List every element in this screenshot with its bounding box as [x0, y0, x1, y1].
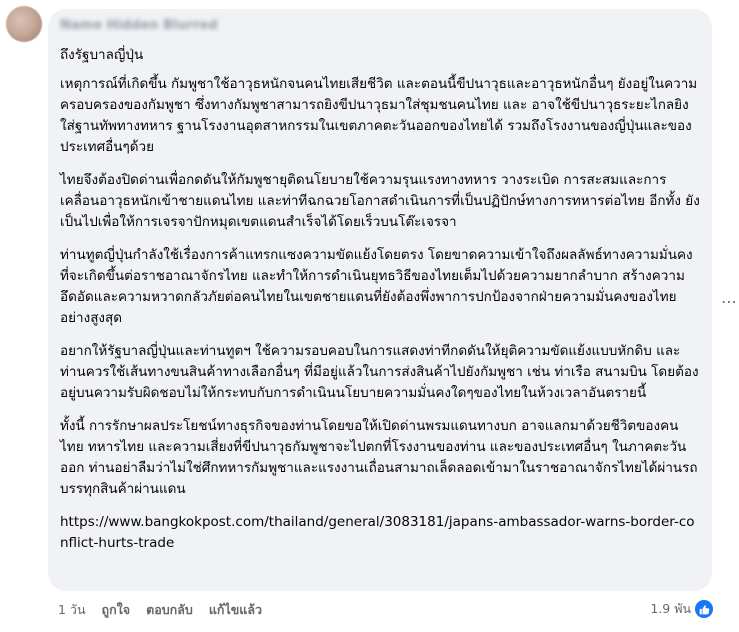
comment-paragraph: ทั้งนี้ การรักษาผลประโยชน์ทางธุรกิจของท่านโดยขอให้เปิดด่านพรมแดนทางบก อาจแลกมาด้วยชีวิตของคนไทย ทหารไทย และความเสี่ยงที่ขีปนาวุธกัมพูชาจะไปตกที่โรงงานของท่าน และของประเทศอื่นๆ ในภาคตะวันออก ท่านอย่าลืมว่าไม่ใช่ศึกทหารกัมพูชาและแรงงานเถื่อนสามาถเล็ดลอดเข้ามาในราชอาณาจักรไทยได้ผ่านรถบรรทุกสินค้าผ่านแดน	[60, 418, 698, 497]
like-button[interactable]: ถูกใจ	[101, 602, 131, 617]
comment-paragraph: ไทยจึงต้องปิดด่านเพื่อกดดันให้กัมพูชายุติดนโยบายใช้ความรุนแรงทางทหาร วางระเบิด การสะสมและการเคลื่อนอาวุธหนักเข้าชายแดนไทย และท่าทีฉกฉวยโอกาสดำเนินการที่เป็นปฏิปักษ์ทางการทหารต่อไทย อีกทั้ง ยังเป็นไปเพื่อให้การเจรจาปักหมุดเขตแดนสำเร็จได้โดยเร็วบนโต๊ะเจรจา	[60, 172, 700, 230]
comment-paragraph: เหตุการณ์ที่เกิดขึ้น กัมพูชาใช้อาวุธหนักจนคนไทยเสียชีวิต และตอนนี้ขีปนาวุธและอาวุธหนักอื่นๆ ยังอยู่ในความครอบครองของกัมพูชา ซึ่งทางกัมพูชาสามารถยิงขีปนาวุธมาใส่ชุมชนคนไทย และ อาจใช้ขีปนาวุธระยะไกลยิงใส่ฐานทัพทางทหาร ฐานโรงงานอุตสาหกรรมในเขตภาคตะวันออกของไทยได้ รวมถึงโรงงานของญี่ปุ่นและของประเทศอื่นๆด้วย	[60, 76, 698, 155]
edited-label: แก้ไขแล้ว	[208, 602, 263, 617]
reply-button[interactable]: ตอบกลับ	[146, 602, 193, 617]
comment-bubble	[48, 9, 712, 591]
avatar[interactable]	[6, 6, 42, 42]
comment-timestamp[interactable]: 1 วัน	[58, 602, 86, 617]
comment-actions	[48, 600, 278, 620]
comment-paragraph: ท่านทูตญี่ปุ่นกำลังใช้เรื่องการค้าแทรกแซงความขัดแย้งโดยตรง โดยขาดความเข้าใจถึงผลลัพธ์ทางความมั่นคงที่จะเกิดขึ้นต่อราชอาณาจักรไทย และทำให้การดำเนินยุทธวิธีของไทยเต็มไปด้วยความยากลำบาก สร้างความอึดอัดและความหวาดกลัวภัยต่อคนไทยในเขตชายแดนที่ยังต้องพึ่งพาการปกป้องจากฝ่ายความมั่นคงของไทยอย่างสูงสุด	[60, 247, 693, 326]
comment-body	[60, 45, 700, 554]
reaction-summary[interactable]	[650, 598, 713, 620]
more-options-icon[interactable]: ⋯	[721, 292, 737, 311]
article-link[interactable]: https://www.bangkokpost.com/thailand/general/3083181/japans-ambassador-warns-border-conflict-hurts-trade	[60, 514, 695, 551]
reaction-count: 1.9 พัน	[650, 601, 691, 616]
comment-paragraph: ถึงรัฐบาลญี่ปุ่น	[60, 47, 144, 63]
author-name[interactable]: Name Hidden Blurred	[60, 18, 218, 33]
like-thumb-icon	[695, 600, 713, 618]
comment-paragraph: อยากให้รัฐบาลญี่ปุ่นและท่านทูตฯ ใช้ความรอบคอบในการแสดงท่าทีกดดันให้ยุติความขัดแย้งแบบหักดิบ และท่านควรใช้เส้นทางขนสินค้าทางเลือกอื่นๆ ที่มีอยู่แล้วในการส่งสินค้าไปยังกัมพูชา เช่น ท่าเรือ สนามบิน โดยต้องอยู่บนความรับผิดชอบไม่ให้กระทบกับการดำเนินนโยบายความมั่นคงใดๆของไทยในห้วงเวลาอันตรายนี้	[60, 343, 699, 401]
